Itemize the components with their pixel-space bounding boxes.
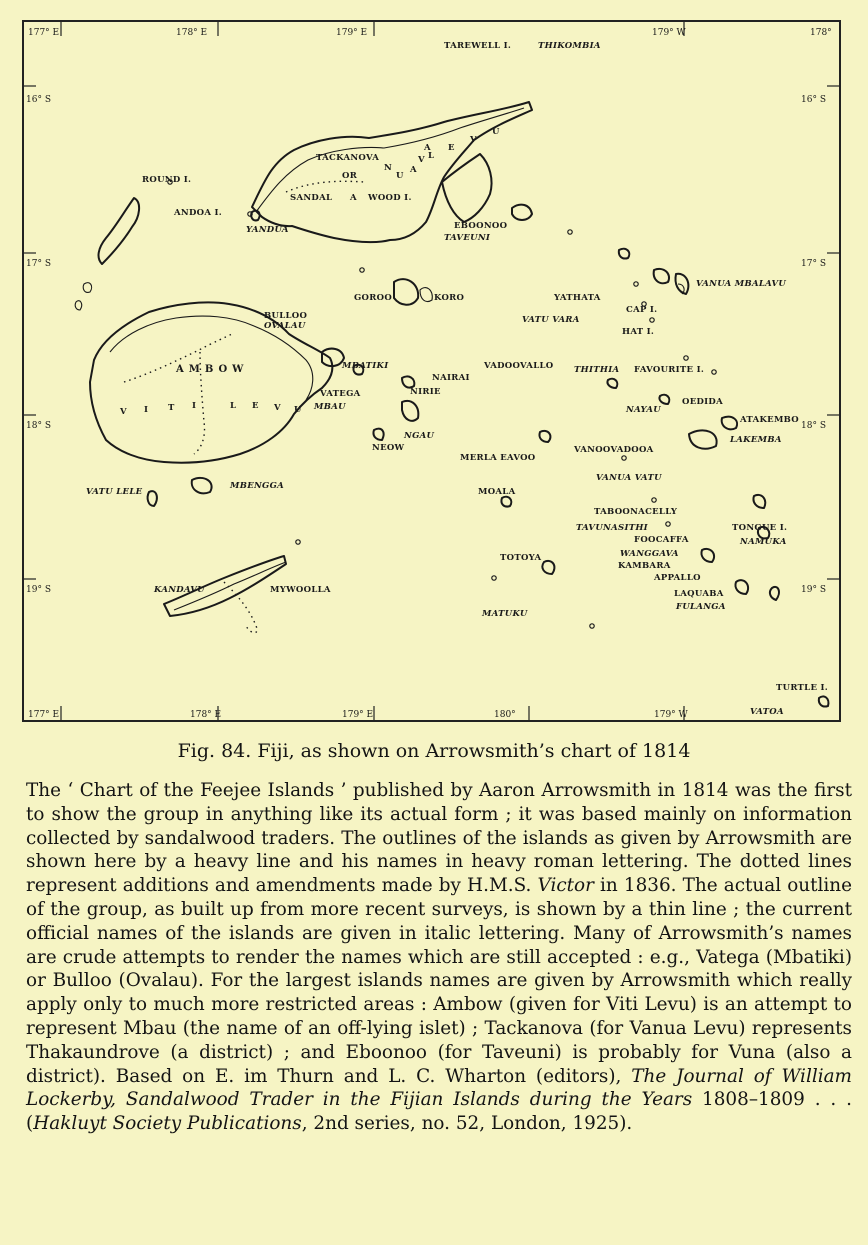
label-mywoolla: MYWOOLLA bbox=[270, 585, 331, 595]
body-text-part-3: 1808–1809 . . . ( bbox=[26, 1089, 852, 1135]
label-oedida: OEDIDA bbox=[682, 397, 723, 407]
label-nairai: NAIRAI bbox=[432, 373, 470, 383]
svg-text:A: A bbox=[410, 165, 417, 175]
lat-label-right-3: 18° S bbox=[801, 421, 826, 431]
label-ovalau: OVALAU bbox=[264, 321, 306, 331]
label-vatu-lele: VATU LELE bbox=[86, 487, 143, 497]
label-yandua: YANDUA bbox=[246, 225, 289, 235]
yasawa-islet-1 bbox=[83, 283, 91, 293]
label-fulanga: FULANGA bbox=[676, 602, 726, 612]
label-lakemba: LAKEMBA bbox=[730, 435, 782, 445]
label-ambow: AMBOW bbox=[176, 364, 249, 375]
svg-text:I: I bbox=[192, 401, 197, 411]
svg-text:U: U bbox=[294, 405, 302, 415]
fiji-chart bbox=[24, 22, 839, 720]
vanua-levu-dotted-line bbox=[286, 181, 364, 192]
label-vatu-vara: VATU VARA bbox=[522, 315, 580, 325]
kandavu-dotted-line bbox=[224, 582, 257, 633]
label-vanua-mbalavu: VANUA MBALAVU bbox=[696, 279, 787, 289]
label-round-island: ROUND I. bbox=[142, 175, 192, 185]
svg-text:E: E bbox=[448, 143, 455, 153]
label-bulloo: BULLOO bbox=[264, 311, 308, 321]
taveuni-outline bbox=[442, 154, 492, 222]
svg-text:V: V bbox=[120, 407, 127, 417]
figure-caption: Fig. 84. Fiji, as shown on Arrowsmith’s chart of 1814 bbox=[177, 740, 691, 762]
svg-text:L: L bbox=[428, 151, 435, 161]
label-mbau: MBAU bbox=[314, 402, 346, 412]
lon-label-top-1: 177° E bbox=[28, 28, 60, 38]
label-wanggava: WANGGAVA bbox=[620, 549, 679, 559]
lat-label-left-3: 18° S bbox=[26, 421, 51, 431]
label-wood: WOOD I. bbox=[368, 193, 412, 203]
nairai-outline bbox=[402, 376, 414, 387]
label-atakembo: ATAKEMBO bbox=[740, 415, 800, 425]
label-favourite: FAVOURITE I. bbox=[634, 365, 705, 375]
label-vatoa: VATOA bbox=[750, 707, 784, 717]
lon-label-bottom-2: 178° E bbox=[190, 710, 222, 720]
label-taveuni: TAVEUNI bbox=[444, 233, 491, 243]
svg-text:T: T bbox=[168, 403, 175, 413]
label-sandal-a: A bbox=[350, 193, 357, 203]
lat-label-right-2: 17° S bbox=[801, 259, 826, 269]
label-kambara: KAMBARA bbox=[618, 561, 671, 571]
label-cap-island: CAP I. bbox=[626, 305, 658, 315]
label-tavunasithi: TAVUNASITHI bbox=[576, 523, 648, 533]
label-andoa: ANDOA I. bbox=[174, 208, 223, 218]
label-merla-eavoo: MERLA EAVOO bbox=[460, 453, 536, 463]
map-figure bbox=[22, 20, 841, 722]
yasawa-chain bbox=[99, 198, 140, 264]
yasawa-islet-2 bbox=[75, 301, 81, 310]
label-or: OR bbox=[342, 171, 358, 181]
label-laquaba: LAQUABA bbox=[674, 589, 724, 599]
label-vanua-vatu: VANUA VATU bbox=[596, 473, 662, 483]
label-appallo: APPALLO bbox=[654, 573, 701, 583]
lon-label-bottom-4: 180° bbox=[494, 710, 516, 720]
label-ngau: NGAU bbox=[404, 431, 435, 441]
label-sandal: SANDAL bbox=[290, 193, 333, 203]
koro-outline bbox=[394, 279, 418, 305]
label-foocaffa: FOOCAFFA bbox=[634, 535, 689, 545]
label-hat-island: HAT I. bbox=[622, 327, 655, 337]
lat-label-right-4: 19° S bbox=[801, 585, 826, 595]
svg-text:V: V bbox=[274, 403, 281, 413]
label-vanoovadooa: VANOOVADOOA bbox=[574, 445, 654, 455]
lon-label-bottom-3: 179° E bbox=[342, 710, 374, 720]
viti-levu-spaced-label bbox=[119, 401, 302, 417]
journal-title: The Journal of William Lockerby, Sandalwood Trader in the Fijian Islands during the Years bbox=[26, 1065, 852, 1111]
svg-text:A: A bbox=[424, 143, 431, 153]
lon-label-top-3: 179° E bbox=[336, 28, 368, 38]
label-kandavu: KANDAVU bbox=[154, 585, 205, 595]
label-tongue: TONGUE I. bbox=[732, 523, 788, 533]
label-totoya: TOTOYA bbox=[500, 553, 542, 563]
label-eboonoo: EBOONOO bbox=[454, 221, 508, 231]
body-text-part-4: , 2nd series, no. 52, London, 1925). bbox=[301, 1113, 633, 1135]
label-turtle-island: TURTLE I. bbox=[776, 683, 829, 693]
label-mbatiki: MBATIKI bbox=[342, 361, 389, 371]
vatu-lele-outline bbox=[148, 491, 157, 506]
yandua-outline bbox=[251, 211, 259, 221]
label-thikombia: THIKOMBIA bbox=[538, 41, 601, 51]
label-neow: NEOW bbox=[372, 443, 405, 453]
label-tackanova: TACKANOVA bbox=[316, 153, 380, 163]
label-nirie: NIRIE bbox=[410, 387, 441, 397]
svg-text:N: N bbox=[384, 163, 393, 173]
lon-label-top-5: 178° bbox=[810, 28, 832, 38]
label-moala: MOALA bbox=[478, 487, 516, 497]
label-goroo: GOROO bbox=[354, 293, 393, 303]
graticule-ticks bbox=[24, 22, 839, 720]
lat-label-left-2: 17° S bbox=[26, 259, 51, 269]
lon-label-bottom-1: 177° E bbox=[28, 710, 60, 720]
label-namuka: NAMUKA bbox=[740, 537, 787, 547]
label-mbengga: MBENGGA bbox=[230, 481, 285, 491]
caption-body bbox=[26, 779, 852, 1136]
mbengga-outline bbox=[192, 478, 212, 493]
svg-text:U: U bbox=[396, 171, 404, 181]
svg-text:U: U bbox=[492, 127, 500, 137]
koro-thin-outline bbox=[420, 288, 432, 302]
lon-label-bottom-5: 179° W bbox=[654, 710, 688, 720]
svg-text:I: I bbox=[144, 405, 149, 415]
svg-text:L: L bbox=[230, 401, 237, 411]
viti-levu-dotted-line bbox=[124, 334, 232, 454]
label-yathata: YATHATA bbox=[554, 293, 601, 303]
label-tarewell: TAREWELL I. bbox=[444, 41, 512, 51]
lon-label-top-2: 178° E bbox=[176, 28, 208, 38]
svg-text:E: E bbox=[252, 401, 259, 411]
lat-label-left-4: 19° S bbox=[26, 585, 51, 595]
series-title: Hakluyt Society Publications bbox=[33, 1113, 302, 1135]
lon-label-top-4: 179° W bbox=[652, 28, 686, 38]
ovalau-outline bbox=[322, 349, 344, 366]
label-taboonacelly: TABOONACELLY bbox=[594, 507, 678, 517]
label-vadoovallo: VADOOVALLO bbox=[484, 361, 554, 371]
label-thithia: THITHIA bbox=[574, 365, 620, 375]
label-matuku: MATUKU bbox=[482, 609, 528, 619]
svg-text:V: V bbox=[418, 155, 425, 165]
lat-label-right-1: 16° S bbox=[801, 95, 826, 105]
body-text-part-1: The ‘ Chart of the Feejee Islands ’ published by Aaron Arrowsmith in 1814 was the first to show the group in anything like its actual form ; it was based mainly on information collected by sandalwood traders. The outlines of the islands as given by Arrowsmith are shown here by a heavy line and his names in heavy roman lettering. The dotted lines represent additions and amendments made by H.M.S. bbox=[26, 780, 852, 897]
label-vatega: VATEGA bbox=[320, 389, 361, 399]
label-koro: KORO bbox=[434, 293, 465, 303]
islet-east-taveuni bbox=[512, 205, 532, 220]
body-text-part-2: in 1836. The actual outline of the group, as built up from more recent surveys, is shown by a thin line ; the current official names of the islands are given in italic lettering. Many of Arrowsmith’s names are crude attempts to render the names which are still accepted : e.g., Vatega (Mbatiki) or Bulloo (Ovalau). For the largest islands names are given by Arrowsmith which really apply only to much more restricted areas : Ambow (given for Viti Levu) is an attempt to represent Mbau (the name of an off-lying islet) ; Tackanova (for Vanua Levu) represents Thakaundrove (a district) ; and Eboonoo (for Taveuni) is probably for Vuna (also a district). Based on E. im Thurn and L. C. Wharton (editors), bbox=[26, 875, 853, 1087]
lat-label-left-1: 16° S bbox=[26, 95, 51, 105]
label-nayau: NAYAU bbox=[626, 405, 661, 415]
neow-outline bbox=[373, 429, 383, 440]
gau-outline bbox=[402, 401, 418, 421]
ship-name: Victor bbox=[537, 875, 594, 897]
svg-text:V: V bbox=[470, 135, 477, 145]
